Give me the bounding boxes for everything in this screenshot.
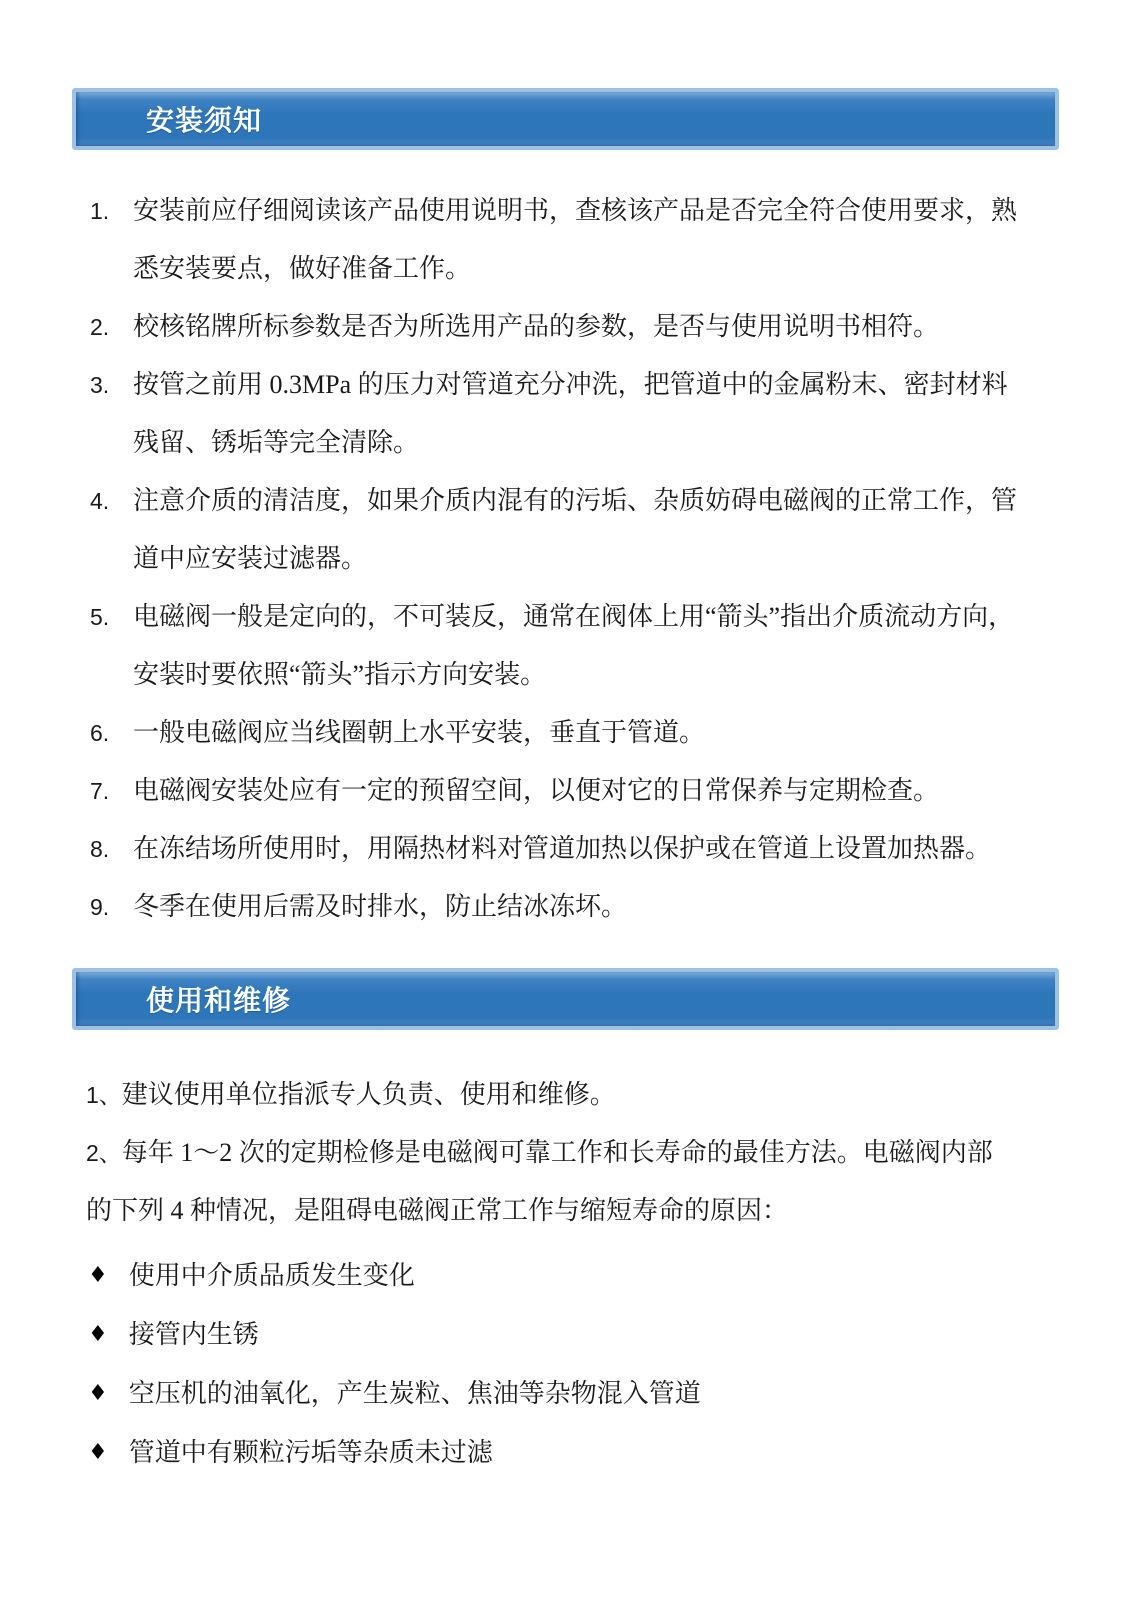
list-item [72, 1246, 1059, 1305]
paragraph-text: 建议使用单位指派专人负责、使用和维修。 [121, 1080, 616, 1109]
bullet-text: 管道中有颗粒污垢等杂质未过滤 [128, 1438, 493, 1467]
paragraph-number: 2、 [86, 1140, 122, 1166]
list-item-text: 冬季在使用后需及时排水，防止结冰冻坏。 [133, 892, 628, 921]
list-item [72, 356, 1059, 472]
diamond-bullet-icon: ♦ [88, 1381, 108, 1406]
bullet-text: 接管内生锈 [128, 1320, 259, 1349]
list-item-text: 一般电磁阀应当线圈朝上水平安装，垂直于管道。 [133, 718, 706, 747]
list-item [72, 1305, 1059, 1364]
list-item-text: 在冻结场所使用时，用隔热材料对管道加热以保护或在管道上设置加热器。 [133, 834, 992, 863]
section-header-usage [72, 968, 1059, 1030]
list-item [72, 1423, 1059, 1482]
section-header-usage-wrap [72, 968, 1059, 1030]
install-notes-list [72, 182, 1059, 936]
bullet-text: 空压机的油氧化，产生炭粒、焦油等杂物混入管道 [128, 1379, 701, 1408]
list-item [72, 704, 1059, 762]
paragraph-text: 每年 1～2 次的定期检修是电磁阀可靠工作和长寿命的最佳方法。电磁阀内部的下列 4 种情况，是阻碍电磁阀正常工作与缩短寿命的原因： [86, 1138, 993, 1225]
list-item-number: 4. [90, 488, 110, 514]
list-item [72, 298, 1059, 356]
list-item-text: 电磁阀一般是定向的，不可装反，通常在阀体上用“箭头”指出介质流动方向，安装时要依照“箭头”指示方向安装。 [133, 602, 1015, 689]
list-item [72, 878, 1059, 936]
section-header-install [72, 88, 1059, 150]
list-item [72, 820, 1059, 878]
diamond-bullet-icon: ♦ [88, 1263, 108, 1288]
usage-paragraphs [72, 1066, 1059, 1239]
list-item [72, 762, 1059, 820]
list-item-number: 6. [90, 720, 110, 746]
list-item-text: 校核铭牌所标参数是否为所选用产品的参数，是否与使用说明书相符。 [133, 312, 940, 341]
cause-bullet-list [72, 1246, 1059, 1482]
list-item-number: 7. [90, 778, 110, 804]
paragraph-number: 1、 [86, 1082, 122, 1108]
section-title-install: 安装须知 [146, 105, 263, 136]
list-item-text: 注意介质的清洁度，如果介质内混有的污垢、杂质妨碍电磁阀的正常工作，管道中应安装过滤器。 [133, 486, 1018, 573]
paragraph [72, 1124, 996, 1239]
list-item-number: 8. [90, 836, 110, 862]
list-item-text: 电磁阀安装处应有一定的预留空间，以便对它的日常保养与定期检查。 [133, 776, 940, 805]
list-item [72, 472, 1059, 588]
list-item-number: 5. [90, 604, 110, 630]
list-item-number: 3. [90, 372, 110, 398]
list-item [72, 1364, 1059, 1423]
diamond-bullet-icon: ♦ [88, 1322, 108, 1347]
list-item-number: 2. [90, 314, 110, 340]
section-title-usage: 使用和维修 [146, 985, 292, 1016]
list-item [72, 588, 1059, 704]
list-item-number: 9. [90, 894, 110, 920]
list-item-number: 1. [90, 198, 110, 224]
diamond-bullet-icon: ♦ [88, 1440, 108, 1465]
paragraph [72, 1066, 996, 1124]
bullet-text: 使用中介质品质发生变化 [128, 1261, 415, 1290]
list-item-text: 按管之前用 0.3MPa 的压力对管道充分冲洗，把管道中的金属粉末、密封材料残留、锈垢等完全清除。 [133, 370, 1008, 457]
list-item [72, 182, 1059, 298]
list-item-text: 安装前应仔细阅读该产品使用说明书，查核该产品是否完全符合使用要求，熟悉安装要点，做好准备工作。 [133, 196, 1018, 283]
